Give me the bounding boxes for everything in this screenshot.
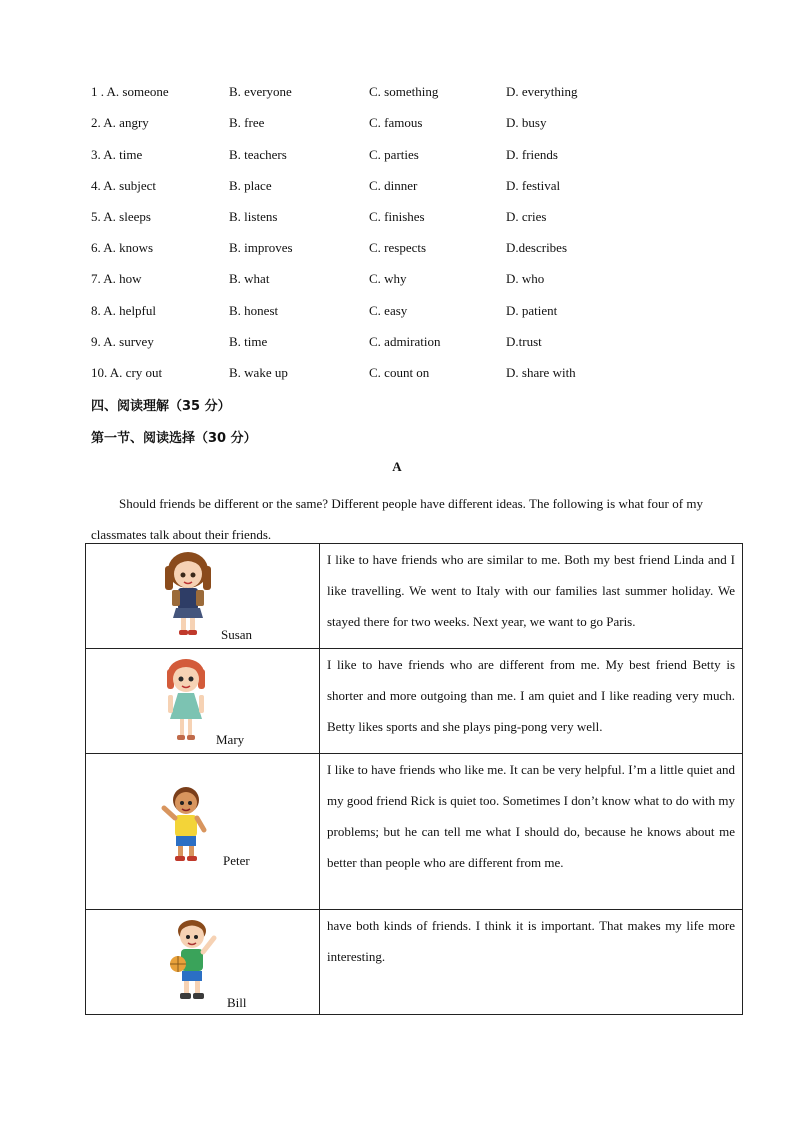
option-b: B. honest [229, 303, 279, 318]
student-name: Susan [221, 627, 253, 642]
option-a: 7. A. how [91, 271, 142, 286]
student-name: Mary [216, 732, 245, 747]
statement-cell: I like to have friends who like me. It can be very helpful. I’m a little quiet and my good friend Rick is quiet too. Sometimes I don’t know what to do with my problems; but he can tell me what I should do, because he knows about me better than people who are different from me. [320, 754, 743, 910]
peter-illustration-wrap [86, 754, 319, 909]
option-d: D. share with [506, 365, 576, 380]
student-name: Peter [223, 853, 250, 868]
susan-illustration-wrap [86, 544, 319, 648]
section-heading: 四、阅读理解（35 分） [91, 399, 231, 414]
option-d: D. everything [506, 84, 578, 99]
option-d: D. patient [506, 303, 558, 318]
option-a: 10. A. cry out [91, 365, 163, 380]
option-b: B. improves [229, 240, 293, 255]
mary-illustration-wrap [86, 649, 319, 753]
option-c: C. parties [369, 147, 419, 162]
option-row [91, 365, 711, 385]
option-row [91, 178, 711, 198]
option-b: B. wake up [229, 365, 288, 380]
option-row [91, 147, 711, 167]
option-a: 1 . A. someone [91, 84, 169, 99]
table-row [86, 649, 743, 754]
option-a: 4. A. subject [91, 178, 156, 193]
option-d: D.trust [506, 334, 542, 349]
option-c: C. dinner [369, 178, 418, 193]
option-d: D. festival [506, 178, 561, 193]
girl-in-dress-illustration [158, 655, 214, 745]
boy-with-ball-illustration [166, 916, 226, 1006]
option-b: B. what [229, 271, 270, 286]
option-row [91, 303, 711, 323]
option-a: 9. A. survey [91, 334, 154, 349]
friends-table [85, 543, 743, 1015]
option-c: C. admiration [369, 334, 441, 349]
subsection-heading: 第一节、阅读选择（30 分） [91, 431, 257, 446]
table-row [86, 910, 743, 1015]
statement-cell: I like to have friends who are different from me. My best friend Betty is shorter and more outgoing than me. I am quiet and I like reading very much. Betty likes sports and she plays ping-pong very well. [320, 649, 743, 754]
option-c: C. something [369, 84, 439, 99]
option-b: B. place [229, 178, 272, 193]
option-row [91, 209, 711, 229]
option-row [91, 334, 711, 354]
table-row [86, 754, 743, 910]
option-d: D. cries [506, 209, 547, 224]
option-c: C. respects [369, 240, 427, 255]
passage-title: A [392, 459, 402, 474]
option-a: 2. A. angry [91, 115, 149, 130]
passage-intro: Should friends be different or the same? Different people have different ideas. The following is what four of my classmates talk about their friends. [91, 496, 703, 542]
option-row [91, 271, 711, 291]
option-a: 6. A. knows [91, 240, 154, 255]
option-c: C. count on [369, 365, 430, 380]
option-a: 3. A. time [91, 147, 143, 162]
option-d: D.describes [506, 240, 568, 255]
option-c: C. why [369, 271, 407, 286]
option-a: 8. A. helpful [91, 303, 156, 318]
option-a: 5. A. sleeps [91, 209, 151, 224]
picture-cell [86, 910, 320, 1015]
girl-with-backpack-illustration [153, 548, 223, 638]
option-b: B. everyone [229, 84, 292, 99]
table-row [86, 544, 743, 649]
option-b: B. time [229, 334, 268, 349]
option-row [91, 115, 711, 135]
statement-cell: I like to have friends who are similar to me. Both my best friend Linda and I like travelling. We went to Italy with our families last summer holiday. We stayed there for two weeks. Next year, we want to go Paris. [320, 544, 743, 649]
option-b: B. listens [229, 209, 278, 224]
option-d: D. friends [506, 147, 558, 162]
picture-cell [86, 544, 320, 649]
option-b: B. free [229, 115, 265, 130]
boy-waving-illustration [158, 784, 214, 866]
bill-illustration-wrap [86, 910, 319, 1014]
statement-cell: have both kinds of friends. I think it is important. That makes my life more interesting. [320, 910, 743, 1015]
picture-cell [86, 754, 320, 910]
option-row [91, 84, 711, 104]
option-c: C. easy [369, 303, 408, 318]
option-c: C. finishes [369, 209, 425, 224]
option-row [91, 240, 711, 260]
student-name: Bill [227, 995, 247, 1010]
option-d: D. who [506, 271, 545, 286]
option-d: D. busy [506, 115, 547, 130]
option-b: B. teachers [229, 147, 287, 162]
picture-cell [86, 649, 320, 754]
option-c: C. famous [369, 115, 423, 130]
